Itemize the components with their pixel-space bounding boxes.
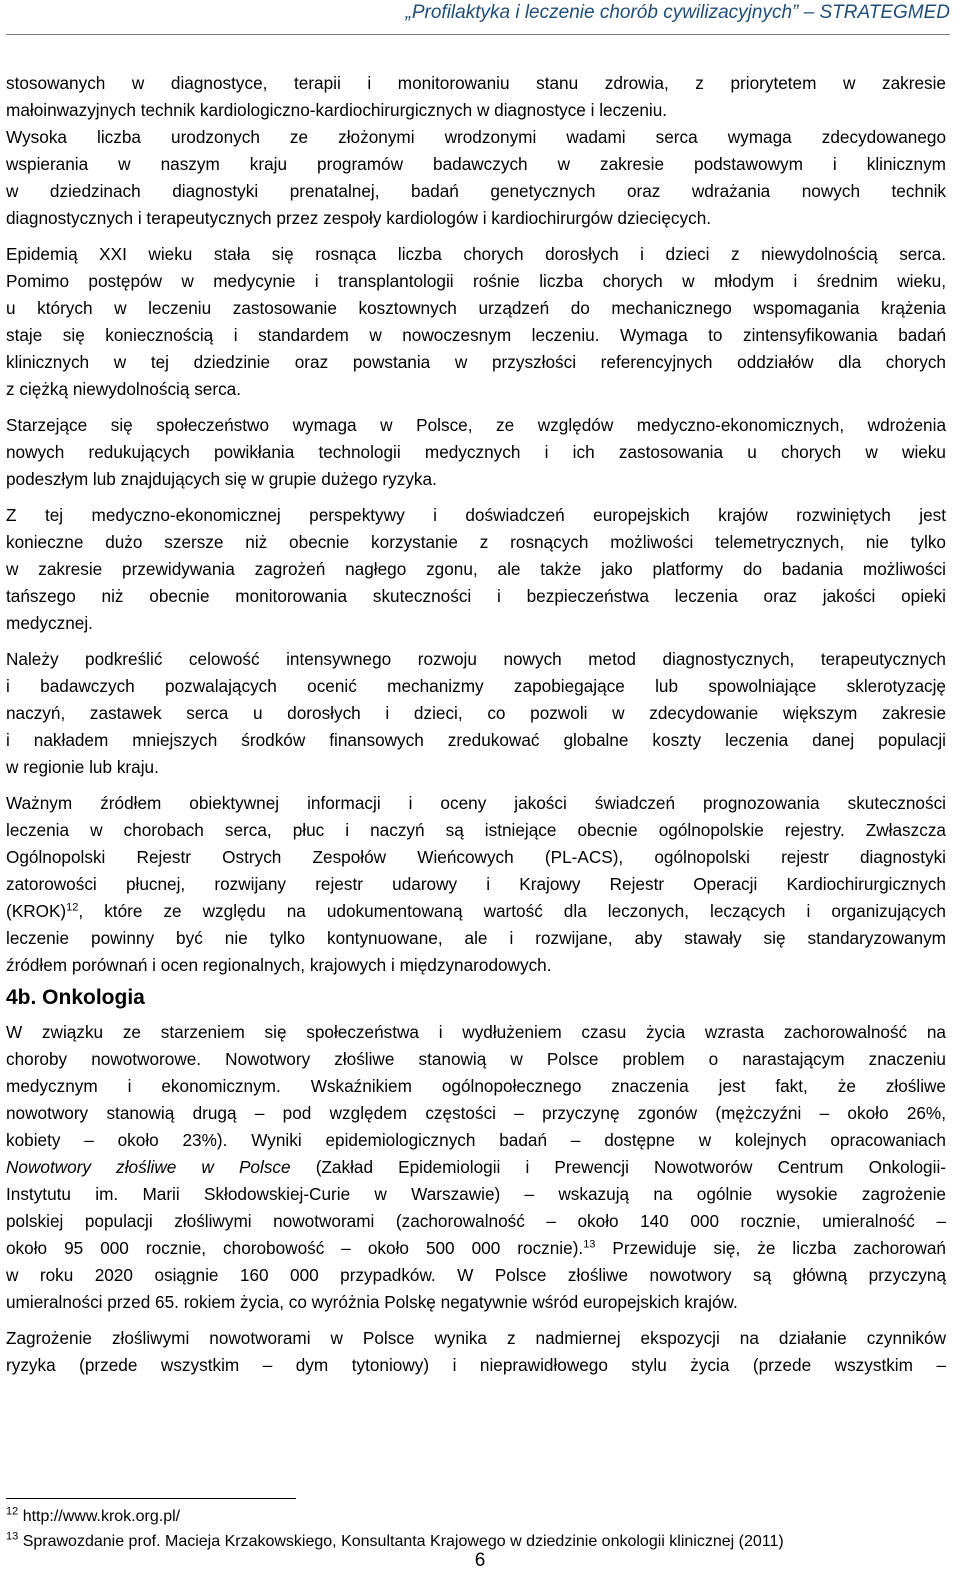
line-text: , które ze względu na udokumentowaną wartość dla leczonych, leczących i organizujących [78,901,946,921]
text-line: małoinwazyjnych technik kardiologiczno-kardiochirurgicznych w diagnostyce i leczeniu. [6,100,668,120]
text-line: Wysoka liczba urodzonych ze złożonymi wrodzonymi wadami serca wymaga zdecydowanego [6,127,946,147]
paragraph [6,412,946,493]
text-line: staje się koniecznością i standardem w nowoczesnym leczeniu. Wymaga to zintensyfikowania badań [6,325,946,345]
text-line: stosowanych w diagnostyce, terapii i monitorowaniu stanu zdrowia, z priorytetem w zakresie [6,73,946,93]
text-line: z ciężką niewydolnością serca. [6,379,242,399]
text-line: leczenie powinny być nie tylko kontynuowane, ale i rozwijane, aby stawały się standaryzowanym [6,928,946,948]
text-line: zatorowości płucnej, rozwijany rejestr udarowy i Krajowy Rejestr Operacji Kardiochirurgicznych [6,874,946,894]
text-line: Ważnym źródłem obiektywnej informacji i oceny jakości świadczeń prognozowania skuteczności [6,793,946,813]
text-line: nowych redukujących powikłania technologii medycznych i ich zastosowania u chorych w wieku [6,442,946,462]
text-line: kobiety – około 23%). Wyniki epidemiologicznych badań – dostępne w kolejnych opracowaniach [6,1130,946,1150]
line-text: około 95 000 rocznie, chorobowość – około 500 000 rocznie). [6,1238,584,1258]
header-rule [6,34,950,35]
text-line: Należy podkreślić celowość intensywnego rozwoju nowych metod diagnostycznych, terapeutycznych [6,649,946,669]
text-line: i nakładem mniejszych środków finansowych zredukować globalne koszty leczenia danej populacji [6,730,946,750]
text-line: klinicznych w tej dziedzinie oraz powstania w przyszłości referencyjnych oddziałów dla chorych [6,352,946,372]
paragraph [6,646,946,781]
text-line: Zagrożenie złośliwymi nowotworami w Polsce wynika z nadmiernej ekspozycji na działanie czynników [6,1328,946,1348]
text-line: polskiej populacji złośliwymi nowotworami (zachorowalność – około 140 000 rocznie, umieralność – [6,1211,946,1231]
text-line: w roku 2020 osiągnie 160 000 przypadków. W Polsce złośliwe nowotwory są główną przyczyną [6,1265,946,1285]
paragraph-registries [6,790,946,979]
text-line: nowotwory stanowią drugą – pod względem częstości – przyczynę zgonów (mężczyźni – około 26%, [6,1103,946,1123]
text-line: Instytutu im. Marii Skłodowskiej-Curie w Warszawie) – wskazują na ogólnie wysokie zagrożenie [6,1184,946,1204]
paragraph [6,124,946,232]
text-line: Ogólnopolski Rejestr Ostrych Zespołów Wieńcowych (PL-ACS), ogólnopolski rejestr diagnostyki [6,847,946,867]
footnote-separator [6,1498,296,1499]
line-text: Przewiduje się, że liczba zachorowań [595,1238,946,1258]
paragraph [6,241,946,403]
footnote-link[interactable]: http://www.krok.org.pl/ [18,1508,181,1525]
page-number: 6 [474,1550,486,1571]
text-line: i badawczych pozwalających ocenić mechanizmy zapobiegające lub spowolniające sklerotyzację [6,676,946,696]
text-line: w regionie lub kraju. [6,757,159,777]
footnote-text: Sprawozdanie prof. Macieja Krzakowskiego, Konsultanta Krajowego w dziedzinie onkologii klinicznej (2011) [18,1533,784,1550]
text-line: konieczne dużo szersze niż obecnie korzystanie z rosnących możliwości telemetrycznych, nie tylko [6,532,946,552]
footnote-reference: 12 [66,901,79,914]
text-line: tańszego niż obecnie monitorowania skuteczności i bezpieczeństwa leczenia oraz jakości opieki [6,586,946,606]
text-line: Starzejące się społeczeństwo wymaga w Polsce, ze względów medyczno-ekonomicznych, wdrożenia [6,415,946,435]
text-line: medycznej. [6,613,93,633]
paragraph-oncology [6,1019,946,1316]
text-line: podeszłym lub znajdujących się w grupie dużego ryzyka. [6,469,437,489]
publication-title: Nowotwory złośliwe w Polsce [6,1157,291,1177]
paragraph [6,70,946,124]
line-text: (KROK) [6,901,67,921]
paragraph [6,502,946,637]
text-line: Pomimo postępów w medycynie i transplantologii rośnie liczba chorych w młodym i średnim wieku, [6,271,946,291]
paragraph-risk [6,1325,946,1379]
text-line: choroby nowotworowe. Nowotwory złośliwe stanowią w Polsce problem o narastającym znaczeniu [6,1049,946,1069]
document-body [6,70,946,1379]
footnote-number: 12 [6,1505,19,1518]
text-line: źródłem porównań i ocen regionalnych, krajowych i międzynarodowych. [6,955,552,975]
text-line [6,1235,946,1262]
section-heading: 4b. Onkologia [6,986,145,1009]
text-line [6,898,946,925]
footnote-12 [6,1504,951,1529]
text-line: w dziedzinach diagnostyki prenatalnej, badań genetycznych oraz wdrażania nowych technik [6,181,946,201]
text-line: umieralności przed 65. rokiem życia, co wyróżnia Polskę negatywnie wśród europejskich krajów. [6,1292,738,1312]
text-line: naczyń, zastawek serca u dorosłych i dzieci, co pozwoli w zdecydowanie większym zakresie [6,703,946,723]
text-line: Z tej medyczno-ekonomicznej perspektywy i doświadczeń europejskich krajów rozwiniętych jest [6,505,946,525]
text-line: leczenia w chorobach serca, płuc i naczyń są istniejące obecnie ogólnopolskie rejestry. Zwłaszcza [6,820,946,840]
text-line: W związku ze starzeniem się społeczeństwa i wydłużeniem czasu życia wzrasta zachorowalność na [6,1022,946,1042]
text-line: wspierania w naszym kraju programów badawczych w zakresie podstawowym i klinicznym [6,154,946,174]
text-line: Epidemią XXI wieku stała się rosnąca liczba chorych dorosłych i dzieci z niewydolnością serca. [6,244,946,264]
footnote-number: 13 [6,1530,19,1543]
text-line: diagnostycznych i terapeutycznych przez zespoły kardiologów i kardiochirurgów dziecięcych. [6,208,712,228]
text-line: ryzyka (przede wszystkim – dym tytoniowy) i nieprawidłowego stylu życia (przede wszystkim – [6,1355,946,1375]
text-line: w zakresie przewidywania zagrożeń nagłego zgonu, ale także jako platformy do badania możliwości [6,559,946,579]
text-line: u których w leczeniu zastosowanie kosztownych urządzeń do mechanicznego wspomagania krążenia [6,298,946,318]
line-text: (Zakład Epidemiologii i Prewencji Nowotworów Centrum Onkologii- [290,1157,946,1177]
footnotes [6,1504,951,1554]
text-line: medycznym i ekonomicznym. Wskaźnikiem ogólnopołecznego znaczenia jest fakt, że złośliwe [6,1076,946,1096]
running-header: „Profilaktyka i leczenie chorób cywilizacyjnych” – STRATEGMED [405,2,950,23]
footnote-reference: 13 [583,1238,596,1251]
text-line [6,1154,946,1181]
